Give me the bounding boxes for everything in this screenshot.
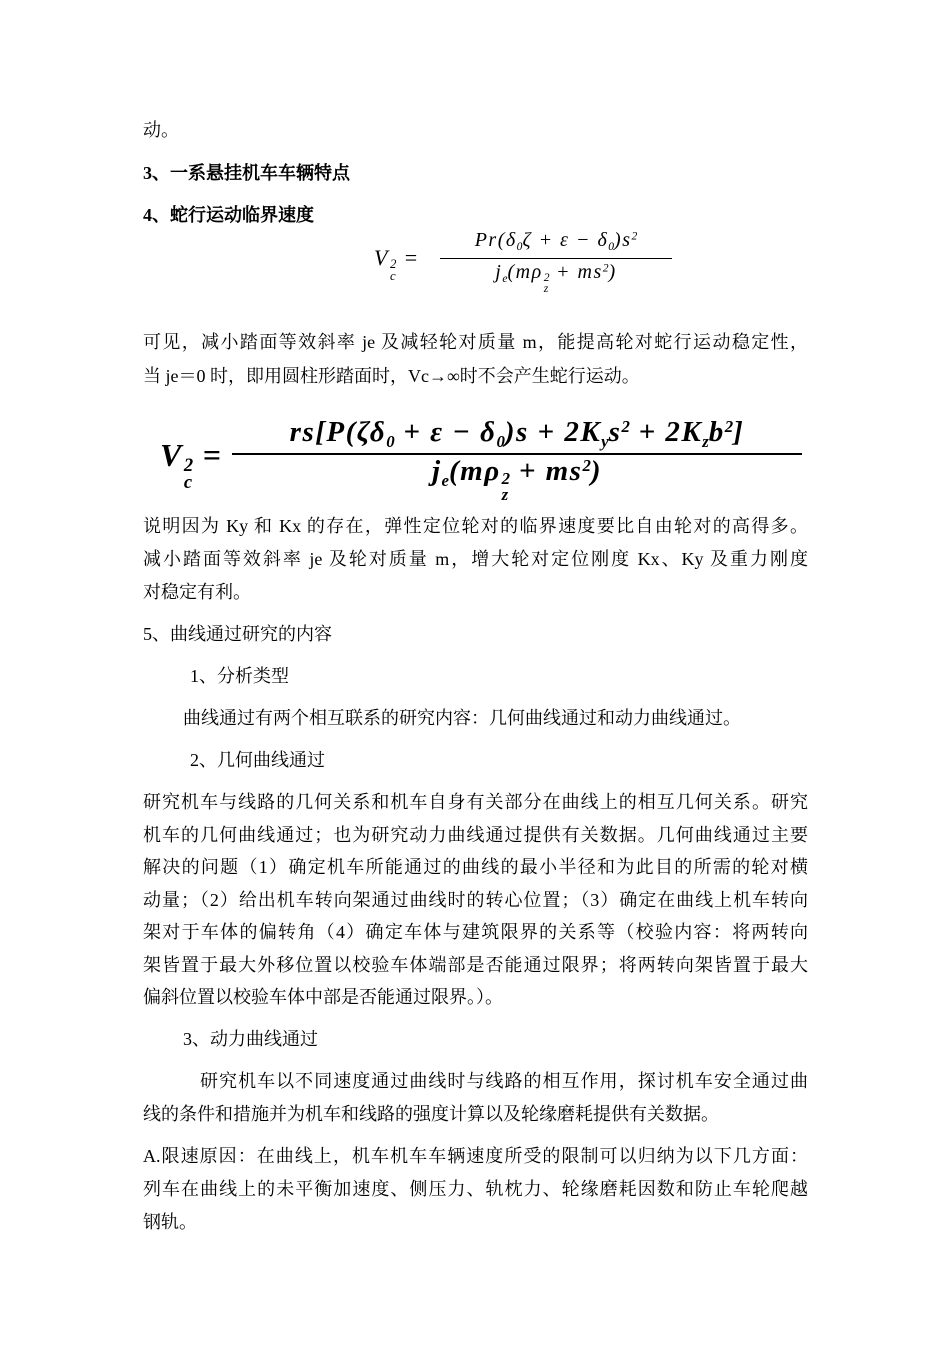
formula-symbol: rs[P(ζδ [289, 416, 387, 448]
body-line: A.限速原因：在曲线上，机车机车车辆速度所受的限制可以归纳为以下几方面： [143, 1146, 808, 1166]
body-line: 偏斜位置以校验车体中部是否能通过限界。）。 [143, 987, 503, 1007]
formula-denominator [232, 455, 802, 503]
formula-symbol: (mρ [449, 455, 501, 487]
body-line: 当 je＝0 时，即用圆柱形踏面时，Vc→∞时不会产生蛇行运动。 [143, 366, 640, 386]
formula-subscript: c [389, 269, 396, 284]
formula-superscript: 2 [621, 416, 630, 436]
formula-symbol: ] [733, 416, 745, 448]
formula-symbol: V [374, 245, 389, 270]
formula-symbol: + ε − δ [394, 416, 497, 448]
formula-subsup [183, 454, 194, 494]
body-line: 列车在曲线上的未平衡加速度、侧压力、轨枕力、轮缘磨耗因数和防止车轮爬越 [143, 1179, 808, 1199]
body-line: 机车的几何曲线通过；也为研究动力曲线通过提供有关数据。几何曲线通过主要 [143, 825, 808, 845]
subsection-heading: 2、几何曲线通过 [190, 750, 325, 770]
fraction-bar [440, 258, 672, 259]
body-line: 动量；（2）给出机车转向架通过曲线时的转心位置；（3）确定在曲线上机车转向 [143, 890, 808, 910]
formula-symbol: s [608, 416, 622, 448]
body-line: 钢轨。 [143, 1212, 197, 1232]
formula-symbol: = [396, 245, 420, 270]
formula-subscript: e [502, 272, 508, 286]
formula-superscript: 2 [724, 416, 734, 436]
formula-subscript: c [183, 472, 193, 494]
formula-symbol: ζ + ε − δ [522, 229, 609, 251]
formula-subscript: z [501, 485, 509, 505]
body-line: 架皆置于最大外移位置以校验车体端部是否能通过限界；将两转向架皆置于最大 [143, 955, 808, 975]
formula-superscript: 2 [389, 257, 397, 272]
formula-symbol: Pr(δ [474, 229, 517, 251]
section-heading: 4、蛇行运动临界速度 [143, 205, 314, 225]
body-line: 减小踏面等效斜率 je 及轮对质量 m，增大轮对定位刚度 Kx、Ky 及重力刚度 [143, 549, 808, 569]
formula-symbol: = [193, 437, 223, 473]
formula-numerator [232, 416, 802, 452]
formula-symbol: j [431, 455, 442, 487]
formula-symbol: + ms [510, 455, 583, 487]
formula-symbol: (mρ [507, 261, 543, 283]
paragraph-tail: 动。 [143, 120, 179, 140]
formula-superscript: 2 [631, 229, 638, 243]
formula-superscript: 2 [183, 454, 194, 476]
formula-lhs [374, 245, 420, 282]
formula-superscript: 2 [602, 261, 609, 275]
body-line: 研究机车以不同速度通过曲线时与线路的相互作用，探讨机车安全通过曲 [200, 1071, 808, 1091]
formula-symbol: + ms [549, 261, 603, 283]
body-line: 可见，减小踏面等效斜率 je 及减轻轮对质量 m，能提高轮对蛇行运动稳定性， [143, 332, 808, 352]
formula-symbol: ) [608, 261, 617, 283]
formula-superscript: 2 [582, 455, 591, 475]
body-line: 对稳定有利。 [143, 582, 251, 602]
body-line: 研究机车与线路的几何关系和机车自身有关部分在曲线上的相互几何关系。研究 [143, 792, 808, 812]
formula-symbol: V [160, 437, 183, 473]
formula-lhs [160, 437, 222, 492]
body-line: 解决的问题（1）确定机车所能通过的曲线的最小半径和为此目的所需的轮对横 [143, 857, 808, 877]
formula-symbol: ) [590, 455, 603, 487]
formula-subscript: z [702, 431, 709, 451]
section-heading: 5、曲线通过研究的内容 [143, 624, 332, 644]
formula-subscript: 0 [516, 240, 523, 254]
formula-symbol: + 2K [629, 416, 703, 448]
formula-superscript: 2 [543, 270, 550, 284]
body-line: 说明因为 Ky 和 Kx 的存在，弹性定位轮对的临界速度要比自由轮对的高得多。 [143, 516, 808, 536]
body-line: 架对于车体的偏转角（4）确定车体与建筑限界的关系等（校验内容：将两转向 [143, 922, 808, 942]
formula-denominator [440, 261, 672, 294]
subsection-heading: 1、分析类型 [190, 666, 289, 686]
formula-symbol: )s [614, 229, 632, 251]
formula-subscript: 0 [608, 240, 615, 254]
section-heading: 3、一系悬挂机车车辆特点 [143, 163, 350, 183]
formula-subsup [502, 471, 510, 503]
formula-numerator [440, 229, 672, 253]
formula-subscript: y [601, 431, 609, 451]
subsection-heading: 3、动力曲线通过 [183, 1029, 318, 1049]
formula-subscript: z [543, 281, 549, 295]
formula-symbol: )s + 2K [504, 416, 602, 448]
body-line: 曲线通过有两个相互联系的研究内容：几何曲线通过和动力曲线通过。 [183, 708, 741, 728]
formula-subscript: 0 [496, 431, 505, 451]
body-line: 线的条件和措施并为机车和线路的强度计算以及轮缘磨耗提供有关数据。 [143, 1104, 719, 1124]
formula-superscript: 2 [501, 469, 511, 489]
formula-subscript: e [441, 470, 449, 490]
formula-symbol: j [495, 261, 503, 283]
formula-subscript: 0 [386, 431, 395, 451]
formula-symbol: b [708, 416, 725, 448]
